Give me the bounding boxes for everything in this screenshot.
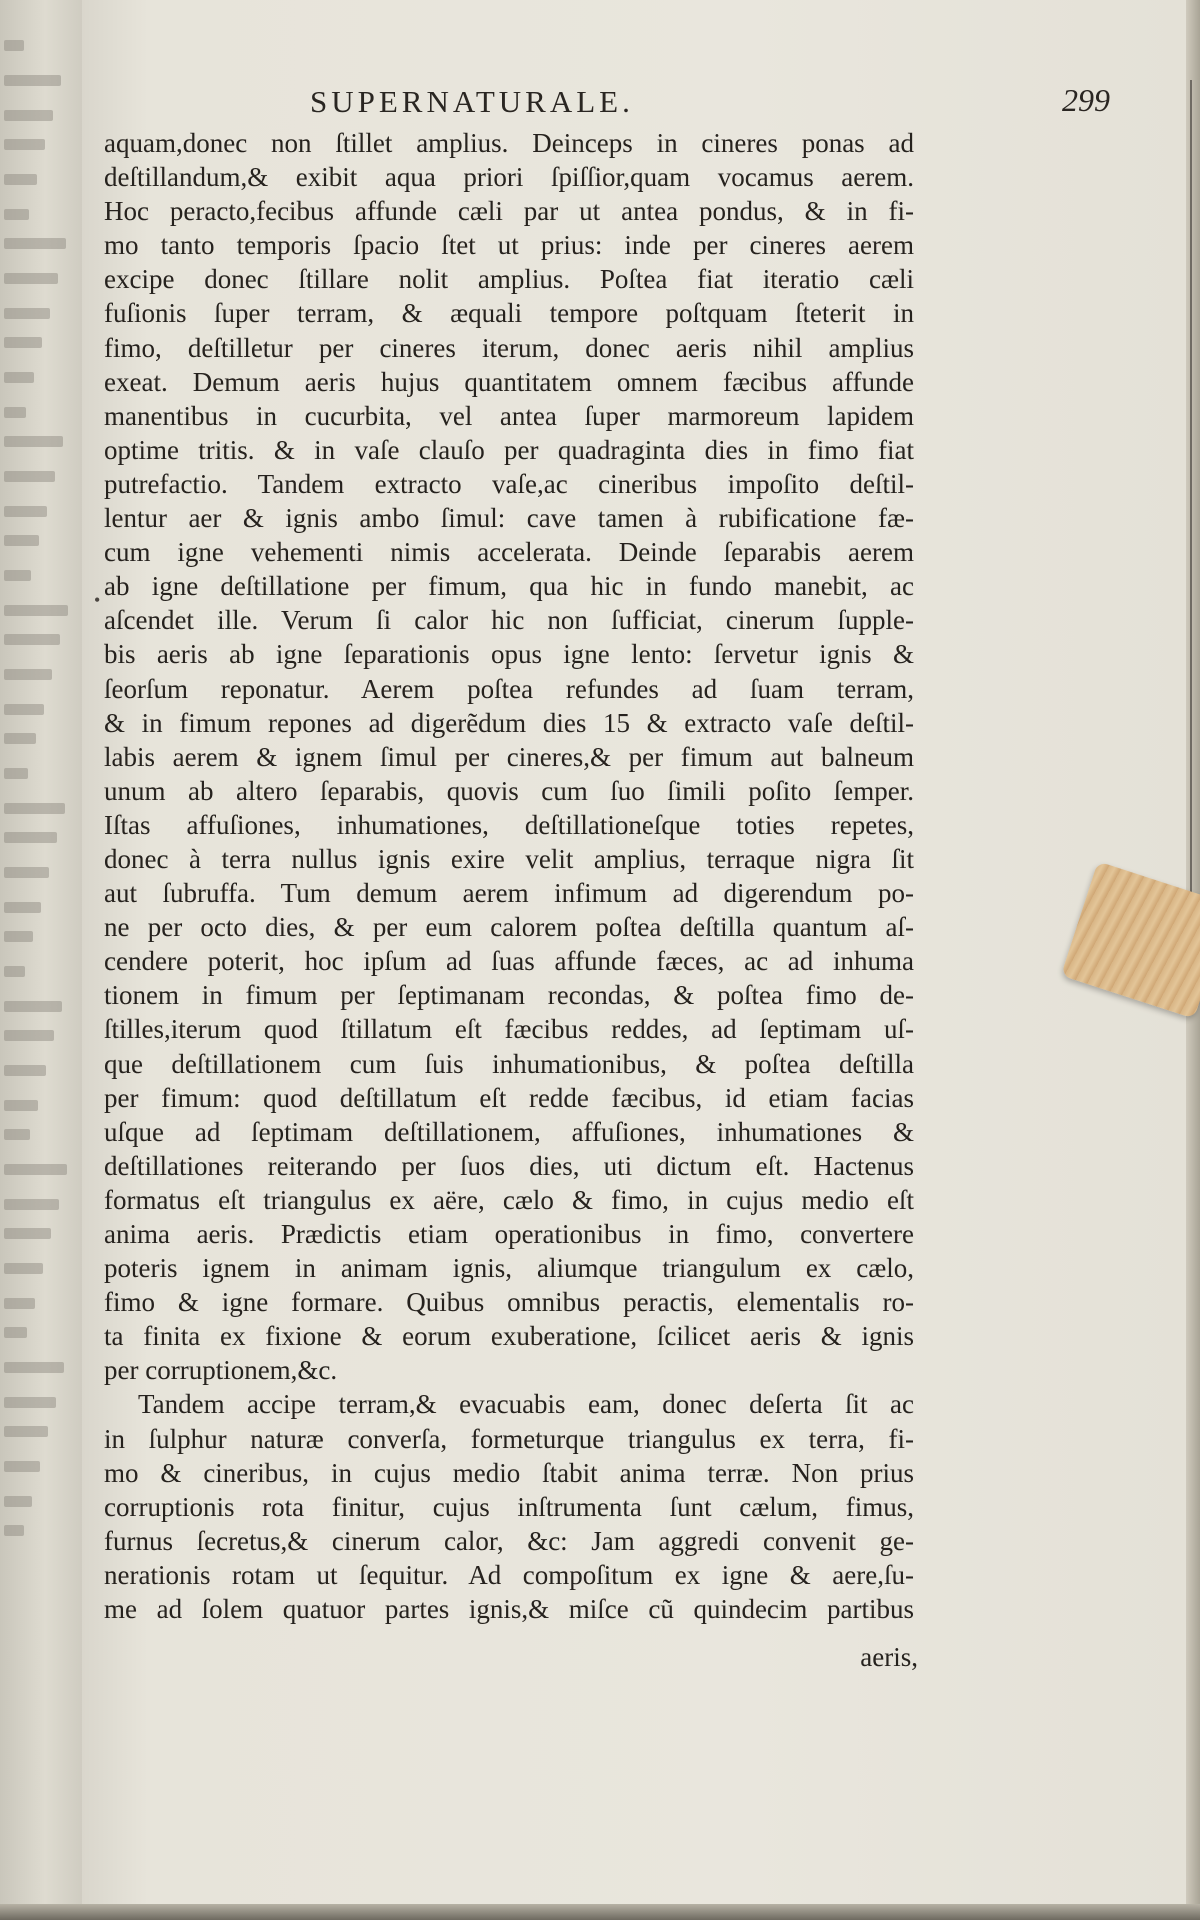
bleed-text-fragment	[4, 605, 68, 616]
text-line: lentur aer & ignis ambo ſimul: cave tamen à rubificatione fæ-	[104, 503, 914, 534]
text-line: nerationis rotam ut ſequitur. Ad compoſitum ex igne & aere,ſu-	[104, 1559, 914, 1590]
text-line: tionem in fimum per ſeptimanam recondas, & poſtea fimo de-	[104, 980, 914, 1011]
bleed-text-fragment	[4, 1001, 62, 1012]
text-line: unum ab altero ſeparabis, quovis cum ſuo ſimili poſito ſemper.	[104, 775, 914, 806]
text-line: deſtillandum,& exibit aqua priori ſpiſſior,quam vocamus aerem.	[104, 162, 914, 193]
text-line: furnus ſecretus,& cinerum calor, &c: Jam aggredi convenit ge-	[104, 1525, 914, 1556]
bleed-text-fragment	[4, 535, 39, 546]
text-line: ab igne deſtillatione per fimum, qua hic in fundo manebit, ac	[104, 571, 914, 602]
bleed-text-fragment	[4, 1228, 51, 1239]
bleed-text-fragment	[4, 1426, 48, 1437]
text-line: anima aeris. Prædictis etiam operationibus in fimo, convertere	[104, 1219, 914, 1249]
bleed-text-fragment	[4, 1525, 24, 1536]
bleed-text-fragment	[4, 704, 44, 715]
bleed-text-fragment	[4, 1461, 40, 1472]
text-line: Hoc peracto,fecibus affunde cæli par ut antea pondus, & in fi-	[104, 196, 914, 227]
text-line: deſtillationes reiterando per ſuos dies, uti dictum eſt. Hactenus	[104, 1150, 914, 1181]
text-line: donec à terra nullus ignis exire velit amplius, terraque nigra ſit	[104, 843, 914, 874]
text-line: optime tritis. & in vaſe clauſo per quadraginta dies in fimo fiat	[104, 434, 914, 465]
bottom-edge	[0, 1904, 1200, 1920]
text-line: exeat. Demum aeris hujus quantitatem omnem fæcibus affunde	[104, 366, 914, 397]
text-line: bis aeris ab igne ſeparationis opus igne lento: ſervetur ignis &	[104, 639, 914, 670]
bleed-text-fragment	[4, 768, 28, 779]
text-line: aſcendet ille. Verum ſi calor hic non ſufficiat, cinerum ſupple-	[104, 605, 914, 636]
text-line: Tandem accipe terram,& evacuabis eam, donec deſerta ſit ac	[138, 1389, 914, 1420]
bleed-text-fragment	[4, 1362, 64, 1373]
text-line: labis aerem & ignem ſimul per cineres,& per fimum aut balneum	[104, 741, 914, 772]
text-line: ſeorſum reponatur. Aerem poſtea refundes ad ſuam terram,	[104, 673, 914, 704]
text-line: cendere poterit, hoc ipſum ad ſuas affunde fæces, ac ad inhuma	[104, 946, 914, 977]
bleed-text-fragment	[4, 1496, 32, 1507]
text-line: me ad ſolem quatuor partes ignis,& miſce cũ quindecim partibus	[104, 1594, 914, 1625]
bleed-text-fragment	[4, 931, 33, 942]
bleed-text-fragment	[4, 209, 29, 220]
bleed-text-fragment	[4, 238, 66, 249]
bleed-text-fragment	[4, 471, 55, 482]
text-line: uſque ad ſeptimam deſtillationem, affuſiones, inhumationes &	[104, 1116, 914, 1147]
bleed-text-fragment	[4, 337, 42, 348]
text-line: & in fimum repones ad digerẽdum dies 15 & extracto vaſe deſtil-	[104, 707, 914, 738]
bleed-text-fragment	[4, 1397, 56, 1408]
text-line: fimo & igne formare. Quibus omnibus peractis, elementalis ro-	[104, 1287, 914, 1318]
bleed-text-fragment	[4, 1164, 67, 1175]
bleed-text-fragment	[4, 1327, 27, 1338]
bleed-text-fragment	[4, 174, 37, 185]
text-line: mo tanto temporis ſpacio ſtet ut prius: inde per cineres aerem	[104, 230, 914, 261]
bleed-text-fragment	[4, 1065, 46, 1076]
bleed-text-fragment	[4, 40, 24, 51]
bleed-text-fragment	[4, 1199, 59, 1210]
text-line: aquam,donec non ſtillet amplius. Deinceps in cineres ponas ad	[104, 128, 914, 158]
bleed-text-fragment	[4, 436, 63, 447]
bleed-text-fragment	[4, 1298, 35, 1309]
text-line: corruptionis rota finitur, cujus inſtrumenta ſunt cælum, fimus,	[104, 1491, 914, 1522]
text-line: ne per octo dies, & per eum calorem poſtea deſtilla quantum aſ-	[104, 912, 914, 943]
text-line: excipe donec ſtillare nolit amplius. Poſtea fiat iteratio cæli	[104, 264, 914, 295]
bleed-text-fragment	[4, 634, 60, 645]
margin-mark: •	[94, 590, 101, 610]
bleed-text-fragment	[4, 273, 58, 284]
bleed-text-fragment	[4, 1030, 54, 1041]
text-line: que deſtillationem cum ſuis inhumationibus, & poſtea deſtilla	[104, 1048, 914, 1079]
text-line: ta finita ex fixione & eorum exuberatione, ſcilicet aeris & ignis	[104, 1321, 914, 1352]
bleed-text-fragment	[4, 570, 31, 581]
bleed-text-fragment	[4, 139, 45, 150]
text-line: fuſionis ſuper terram, & æquali tempore poſtquam ſteterit in	[104, 298, 914, 329]
bleed-text-fragment	[4, 308, 50, 319]
bleed-text-fragment	[4, 1129, 30, 1140]
bleed-text-fragment	[4, 506, 47, 517]
running-title: SUPERNATURALE.	[310, 84, 634, 119]
bleed-text-fragment	[4, 966, 25, 977]
bleed-text-fragment	[4, 867, 49, 878]
bleed-text-fragment	[4, 407, 26, 418]
text-line: putrefactio. Tandem extracto vaſe,ac cineribus impoſito deſtil-	[104, 468, 914, 499]
bleed-text-fragment	[4, 110, 53, 121]
text-line: fimo, deſtilletur per cineres iterum, donec aeris nihil amplius	[104, 332, 914, 363]
text-line: formatus eſt triangulus ex aëre, cælo & fimo, in cujus medio eſt	[104, 1184, 914, 1215]
catchword: aeris,	[860, 1642, 918, 1672]
text-line: manentibus in cucurbita, vel antea ſuper marmoreum lapidem	[104, 400, 914, 431]
bleed-text-fragment	[4, 832, 57, 843]
bleed-text-fragment	[4, 1100, 38, 1111]
body-text	[104, 126, 914, 1626]
bleed-text-fragment	[4, 902, 41, 913]
text-line: cum igne vehementi nimis accelerata. Deinde ſeparabis aerem	[104, 537, 914, 568]
bleed-text-fragment	[4, 803, 65, 814]
bleed-text-fragment	[4, 669, 52, 680]
text-line: poteris ignem in animam ignis, aliumque triangulum ex cælo,	[104, 1253, 914, 1284]
text-line: in ſulphur naturæ converſa, formeturque triangulus ex terra, fi-	[104, 1423, 914, 1454]
bleed-text-fragment	[4, 75, 61, 86]
text-line: mo & cineribus, in cujus medio ſtabit anima terræ. Non prius	[104, 1457, 914, 1488]
text-line: per corruptionem,&c.	[104, 1355, 338, 1386]
text-line: Iſtas affuſiones, inhumationes, deſtillationeſque toties repetes,	[104, 809, 914, 840]
page-header	[310, 84, 1110, 124]
text-line: ſtilles,iterum quod ſtillatum eſt fæcibus reddes, ad ſeptimam uſ-	[104, 1014, 914, 1045]
page-number: 299	[1062, 82, 1110, 118]
facing-page-bleed	[0, 0, 82, 1920]
bleed-text-fragment	[4, 733, 36, 744]
bleed-text-fragment	[4, 1263, 43, 1274]
text-line: per fimum: quod deſtillatum eſt redde fæcibus, id etiam facias	[104, 1082, 914, 1113]
bleed-text-fragment	[4, 372, 34, 383]
text-line: aut ſubruffa. Tum demum aerem infimum ad digerendum po-	[104, 878, 914, 909]
